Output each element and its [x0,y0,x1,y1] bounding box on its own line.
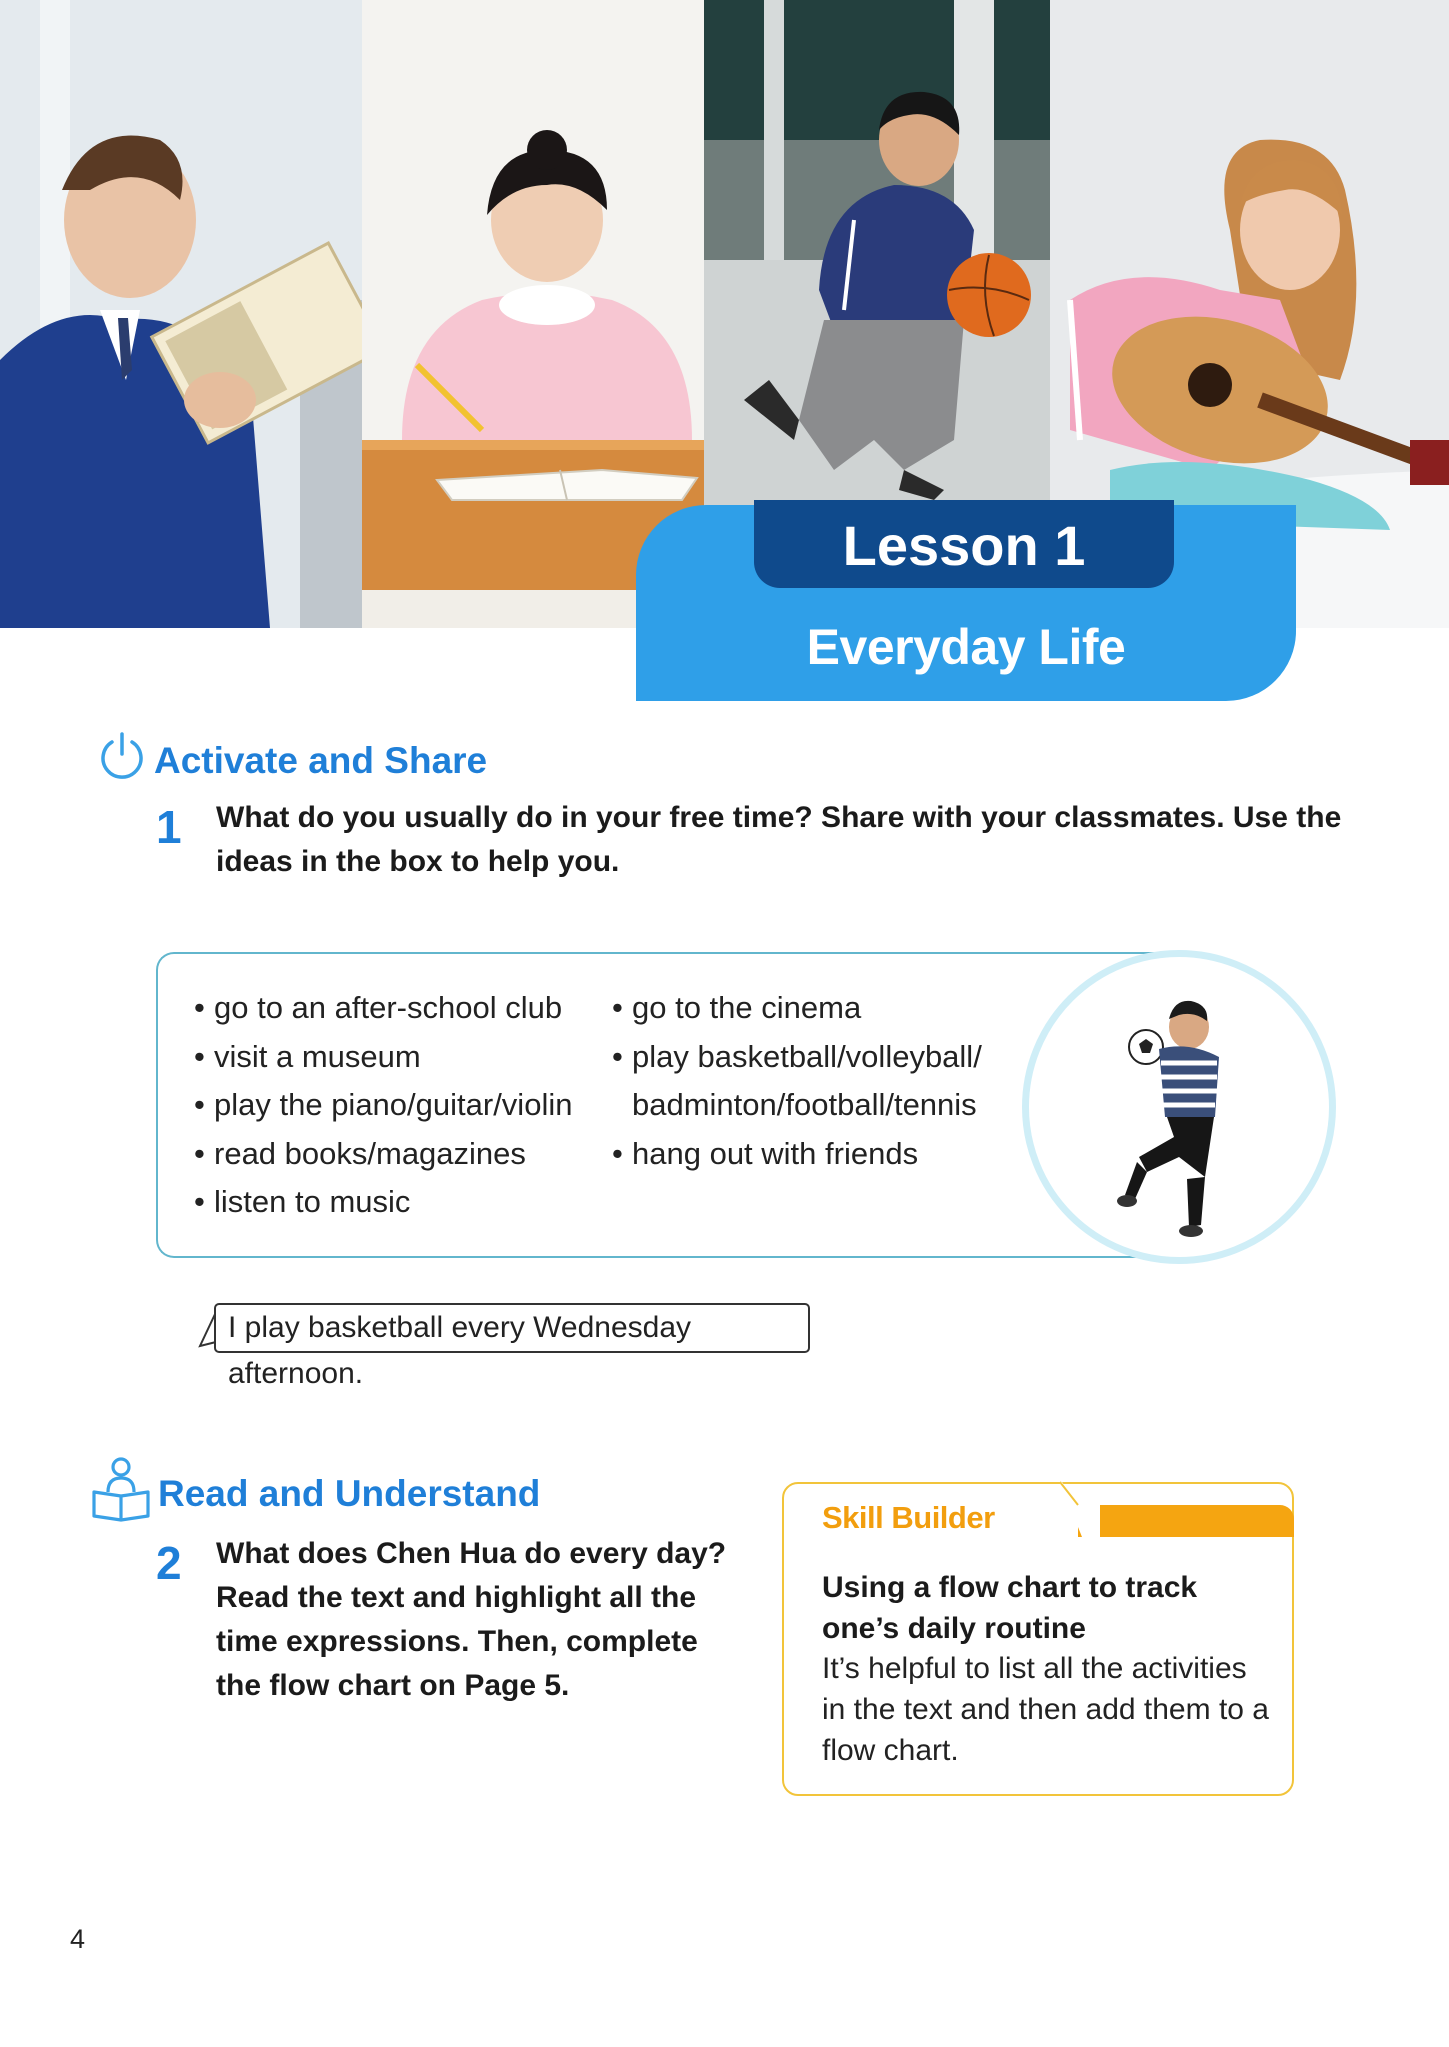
example-speech-bubble: I play basketball every Wednesday afternoon. [214,1303,810,1353]
idea-item: • hang out with friends [612,1130,982,1179]
idea-item: • visit a museum [194,1033,572,1082]
task-2-line: Read the text and highlight all the [216,1581,697,1614]
task-2-line: What does Chen Hua do every day? [216,1537,727,1570]
task-1-prompt [216,796,1341,884]
idea-item: • listen to music [194,1178,572,1227]
lesson-number: Lesson 1 [754,500,1174,588]
skill-body-line: flow chart. [822,1734,959,1767]
task-1-line-1: What do you usually do in your free time? Share with your classmates. Use the [216,801,1342,834]
photo-boy-reading [0,0,362,628]
lesson-title: Everyday Life [806,619,1126,675]
activate-share-label: Activate and Share [154,739,488,781]
task-1-number: 1 [156,801,182,853]
idea-item: • read books/magazines [194,1130,572,1179]
skill-subtitle-line: one’s daily routine [822,1612,1086,1645]
skill-body-line: It’s helpful to list all the activities [822,1652,1247,1685]
boy-with-football-image [1029,957,1329,1257]
skill-tab-slant [1060,1480,1100,1540]
power-icon [96,730,148,791]
activate-share-heading [96,730,487,791]
task-2-line: the flow chart on Page 5. [216,1669,570,1702]
page-number: 4 [70,1924,86,1954]
task-2-line: time expressions. Then, complete [216,1625,698,1658]
skill-builder-subtitle [822,1567,1197,1649]
skill-builder-title: Skill Builder [822,1500,995,1535]
task-2-prompt [216,1532,726,1708]
idea-item: • play basketball/volleyball/ [612,1033,982,1082]
skill-subtitle-line: Using a flow chart to track [822,1571,1198,1604]
skill-builder-body [822,1648,1269,1771]
task-2-number: 2 [156,1537,182,1589]
task-1-line-2: ideas in the box to help you. [216,845,620,878]
football-boy-circle [1022,950,1336,1264]
reader-icon [90,1456,152,1531]
idea-item: • play the piano/guitar/violin [194,1081,572,1130]
ideas-column-a [194,984,572,1227]
ideas-column-b [612,984,982,1178]
skill-body-line: in the text and then add them to a [822,1693,1269,1726]
skill-builder-tab [1078,1505,1294,1537]
idea-item: • go to the cinema [612,984,982,1033]
idea-item-continued: badminton/football/tennis [632,1087,977,1122]
read-understand-heading [90,1456,540,1531]
idea-item: • go to an after-school club [194,984,572,1033]
read-understand-label: Read and Understand [158,1472,541,1514]
